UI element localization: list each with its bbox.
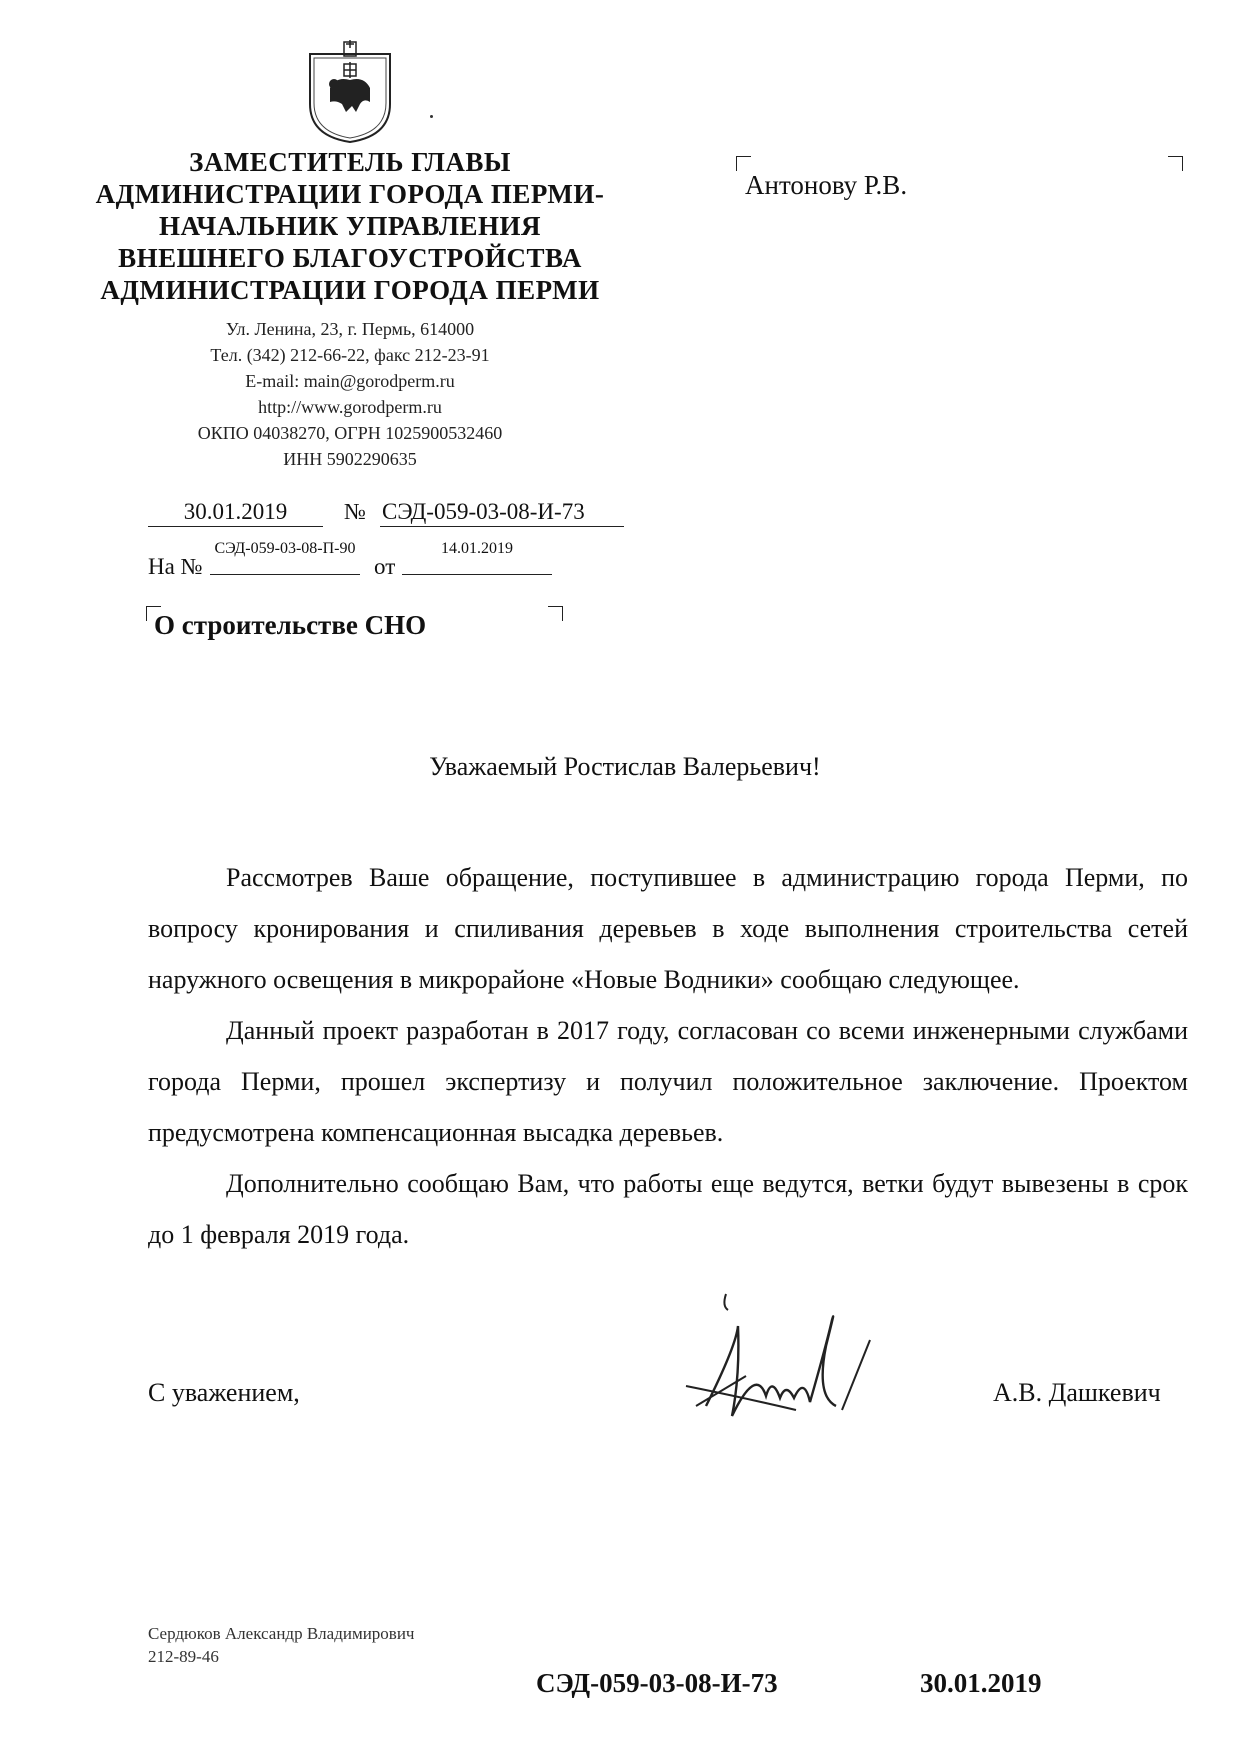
executor-name: Сердюков Александр Владимирович (148, 1624, 415, 1643)
registration-date: 30.01.2019 (148, 498, 323, 527)
subject: О строительстве СНО (154, 610, 427, 640)
reply-from-label: от (374, 554, 396, 579)
reply-date-underline (402, 574, 552, 575)
addressee: Антонову Р.В. (745, 170, 908, 200)
executor-phone: 212-89-46 (148, 1647, 219, 1666)
website: http://www.gorodperm.ru (258, 397, 442, 417)
address: Ул. Ленина, 23, г. Пермь, 614000 (225, 319, 475, 339)
org-line: ВНЕШНЕГО БЛАГОУСТРОЙСТВА (118, 243, 582, 273)
reply-number: СЭД-059-03-08-П-90 (214, 540, 356, 557)
reply-number-label: На № (148, 554, 203, 579)
footer-date: 30.01.2019 (920, 1668, 1042, 1698)
org-line: ЗАМЕСТИТЕЛЬ ГЛАВЫ (189, 147, 511, 177)
registration-number: СЭД-059-03-08-И-73 (380, 498, 624, 527)
body-paragraph: Дополнительно сообщаю Вам, что работы еще ведутся, ветки будут вывезены в срок до 1 февраля 2019 года. (148, 1169, 1188, 1249)
contact-details (130, 316, 570, 472)
executor-info (148, 1622, 414, 1668)
okpo-ogrn: ОКПО 04038270, ОГРН 1025900532460 (197, 423, 503, 443)
salutation: Уважаемый Ростислав Валерьевич! (429, 752, 821, 781)
signature-image (676, 1286, 916, 1446)
inn: ИНН 5902290635 (283, 449, 417, 469)
org-line: АДМИНИСТРАЦИИ ГОРОДА ПЕРМИ- (95, 179, 605, 209)
body-paragraph: Рассмотрев Ваше обращение, поступившее в администрацию города Перми, по вопросу кронирования и спиливания деревьев в ходе выполнения строительства сетей наружного освещения в микрорайоне «Новые Водники» сообщаю следующее. (148, 863, 1188, 994)
subject-bracket-right (548, 606, 563, 621)
org-line: НАЧАЛЬНИК УПРАВЛЕНИЯ (159, 211, 541, 241)
footer-document-number: СЭД-059-03-08-И-73 (536, 1668, 778, 1698)
letter-body (148, 852, 1188, 1260)
org-line: АДМИНИСТРАЦИИ ГОРОДА ПЕРМИ (100, 275, 600, 305)
body-paragraph: Данный проект разработан в 2017 году, согласован со всеми инженерными службами города Перми, прошел экспертизу и получил положительное заключение. Проектом предусмотрена компенсационная высадка деревьев. (148, 1016, 1188, 1147)
reply-number-underline (210, 574, 360, 575)
addressee-bracket-right (1168, 156, 1183, 171)
registration-line (148, 498, 628, 528)
registration-number-label: № (344, 499, 366, 524)
phone-fax: Тел. (342) 212-66-22, факс 212-23-91 (210, 345, 490, 365)
organization-title (70, 146, 630, 306)
signatory-name: А.В. Дашкевич (993, 1378, 1161, 1407)
addressee-bracket-left (736, 156, 751, 171)
email: E-mail: main@gorodperm.ru (245, 371, 455, 391)
reply-reference (148, 540, 568, 580)
closing: С уважением, (148, 1378, 300, 1407)
reply-date: 14.01.2019 (441, 540, 513, 557)
perm-coat-of-arms-icon (306, 40, 394, 144)
scan-dot (430, 115, 433, 118)
